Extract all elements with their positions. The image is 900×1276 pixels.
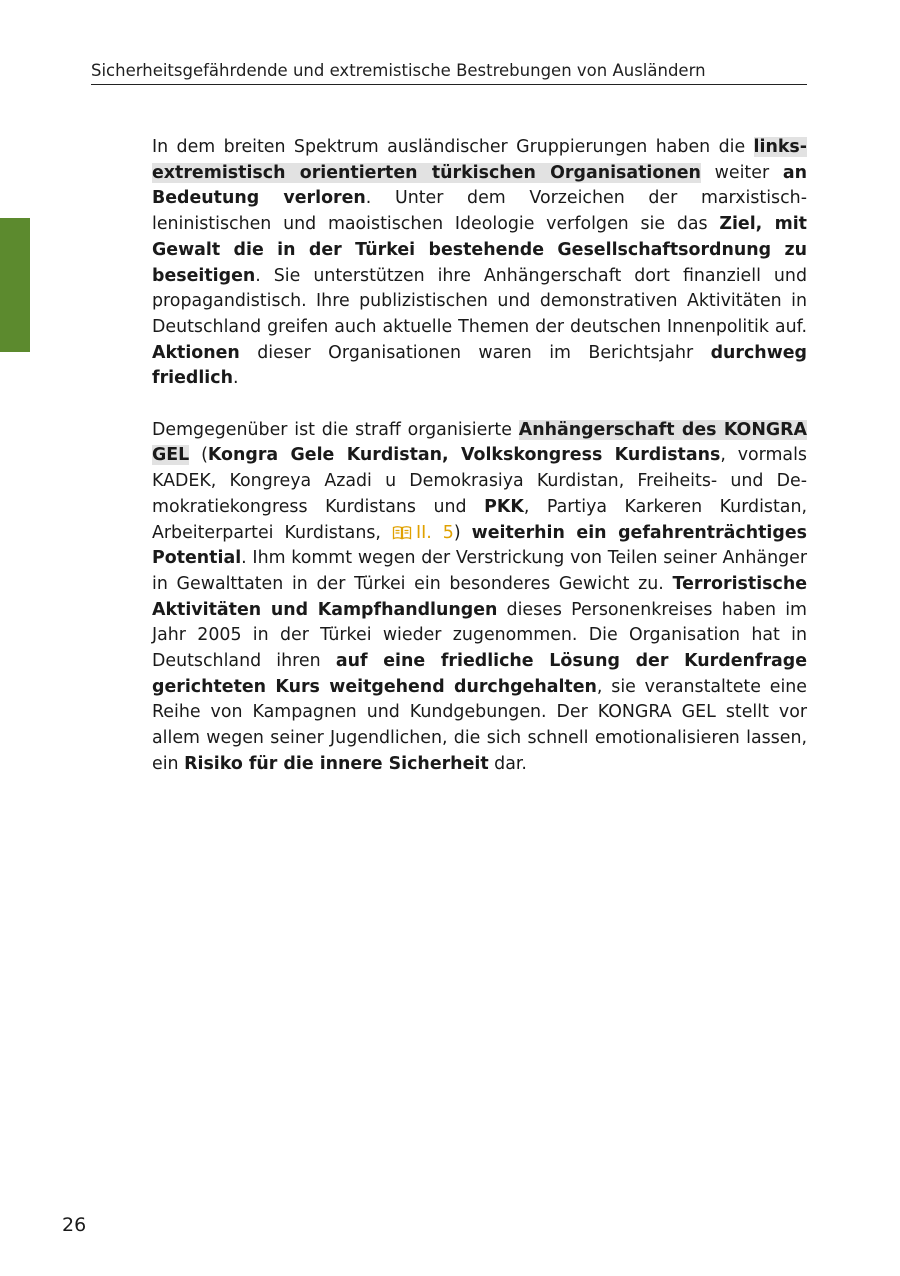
chapter-tab-marker (0, 218, 30, 352)
bold-phrase: Risiko für die innere Sicherheit (184, 753, 489, 774)
text-run: . Sie unterstützen ihre Anhängerschaft dort finanziell und propagandistisch. Ihre publizistischen und demonstrativen Aktivitäten in Deutschland greifen auch aktuelle Themen der deutschen Innenpolitik auf. (152, 265, 807, 337)
book-icon (392, 523, 416, 543)
text-run: dieses Personenkreises haben im Jahr 2005 in der Türkei wieder zugenommen. Die Organisation hat in Deutschland ihren (152, 599, 807, 672)
text-run: ( (189, 445, 208, 466)
text-run: weiter (700, 162, 783, 183)
bold-phrase: Terroristische Aktivitäten und Kampfhandlungen (152, 573, 807, 620)
text-run: . Unter dem Vorzeichen der marxistisch-leninistischen und maoistischen Ideologie verfolgen sie das (152, 188, 807, 235)
paragraph-1 (152, 135, 807, 392)
page-number: 26 (62, 1214, 87, 1236)
cross-reference-label: II. 5 (415, 522, 454, 543)
bold-phrase: an Bedeutung verloren (152, 162, 807, 209)
text-run: Demgegenüber ist die straff organisierte (152, 419, 519, 440)
text-run: , vormals KADEK, Kongreya Azadi u Demokrasiya Kurdistan, Freiheits- und Demokratiekongress Kurdistans und (152, 445, 807, 517)
cross-reference-link[interactable] (392, 523, 454, 543)
bold-phrase: weiterhin ein gefahrenträchtiges Potential (152, 522, 807, 569)
bold-phrase: Kongra Gele Kurdistan, Volkskongress Kurdistans (207, 445, 721, 466)
text-run: . Ihm kommt wegen der Verstrickung von Teilen seiner Anhänger in Gewalttaten in der Türkei ein besonderes Gewicht zu. (152, 548, 807, 594)
text-run: , Partiya Karkeren Kurdistan, Arbeiterpartei Kurdistans, (152, 496, 807, 543)
text-run: ) (453, 522, 472, 543)
running-header (91, 60, 807, 85)
paragraph-2 (152, 418, 807, 778)
highlighted-keyword: Anhängerschaft des KONGRA GEL (152, 419, 807, 466)
text-run: , sie veranstaltete eine Reihe von Kampagnen und Kundgebungen. Der KONGRA GEL stellt vor allem wegen seiner Jugendlichen, die sich schnell emotionalisieren lassen, ein (152, 676, 807, 774)
text-run: . (232, 368, 239, 389)
highlighted-keyword: linksextremistisch orientierten türkischen Organisationen (152, 137, 807, 183)
bold-phrase: durchweg friedlich (152, 342, 807, 389)
bold-phrase: PKK (484, 496, 524, 517)
running-header-title: Sicherheitsgefährdende und extremistische Bestrebungen von Ausländern (91, 61, 706, 80)
bold-phrase: Ziel, mit Gewalt die in der Türkei bestehende Gesellschaftsordnung zu beseitigen (152, 214, 807, 286)
text-run: dieser Organisationen waren im Berichtsjahr (239, 342, 711, 363)
text-run: In dem breiten Spektrum ausländischer Gruppierungen haben die (152, 137, 754, 157)
body-text (152, 135, 807, 778)
text-run: dar. (488, 753, 527, 774)
bold-phrase: auf eine friedliche Lösung der Kurdenfrage gerichteten Kurs weitgehend durchgehalten (152, 651, 807, 697)
bold-phrase: Aktionen (152, 342, 240, 363)
